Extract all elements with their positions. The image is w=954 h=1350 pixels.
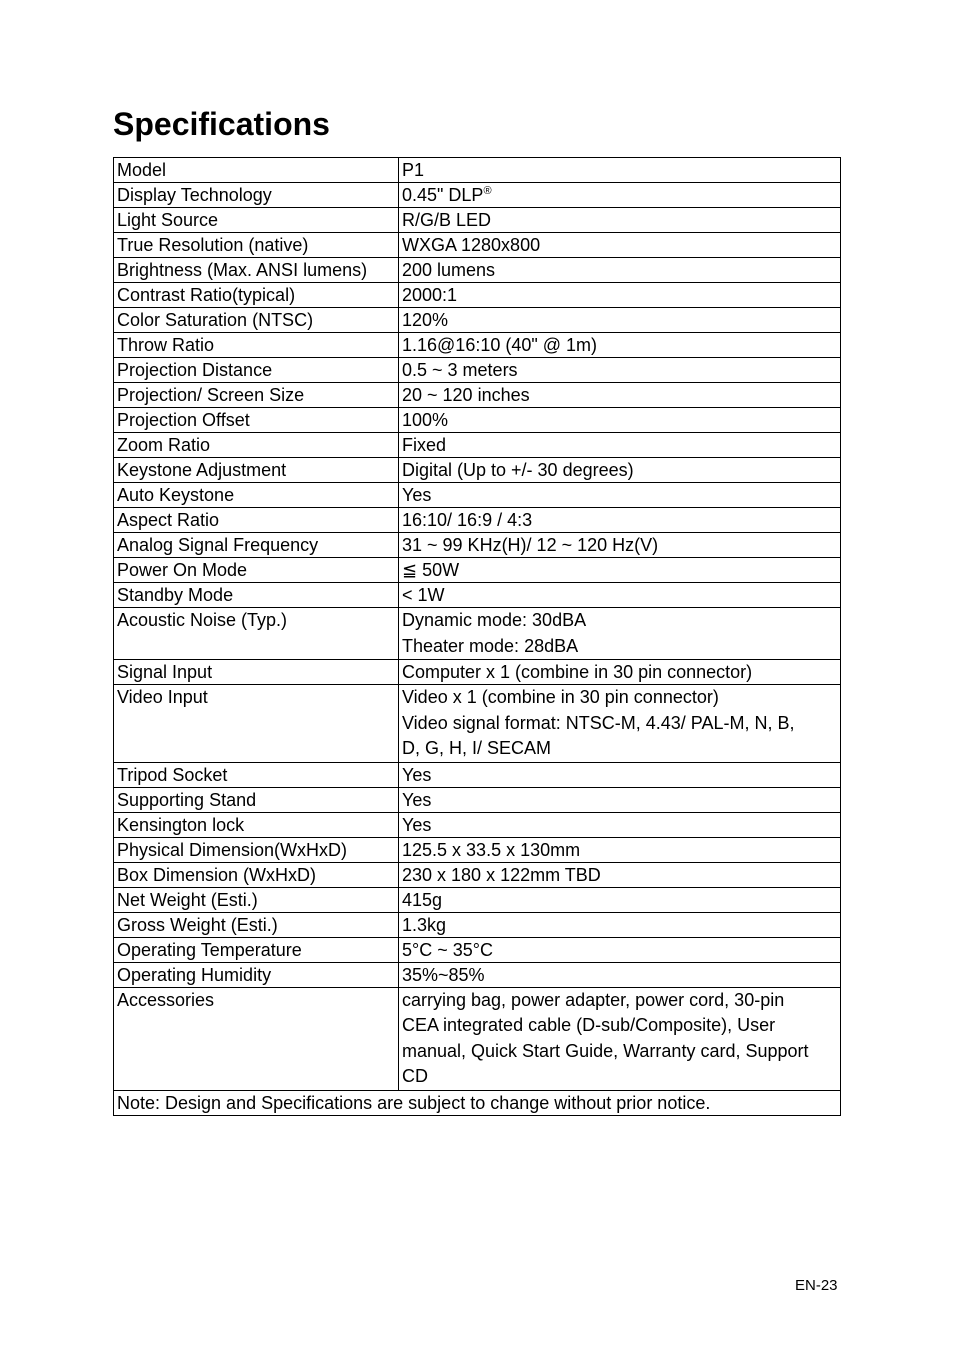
- spec-label: [114, 762, 399, 787]
- spec-row: [114, 608, 841, 660]
- spec-value-line: [402, 1013, 837, 1039]
- spec-label: [114, 608, 399, 660]
- spec-label-text: Analog Signal Frequency: [117, 535, 319, 555]
- page-number: EN-23: [795, 1277, 838, 1294]
- spec-label-text: Projection Offset: [117, 410, 250, 430]
- spec-row: [114, 787, 841, 812]
- spec-value-line: [402, 711, 837, 737]
- spec-row: [114, 660, 841, 685]
- spec-row: [114, 533, 841, 558]
- spec-value: [399, 458, 841, 483]
- spec-label-text: Auto Keystone: [117, 485, 235, 505]
- spec-label: [114, 862, 399, 887]
- spec-value: [399, 408, 841, 433]
- spec-value-text: 2000:1: [402, 285, 458, 305]
- note-row: [114, 1090, 841, 1115]
- spec-value-text: 0.45" DLP: [402, 185, 484, 205]
- spec-label: [114, 583, 399, 608]
- spec-value: [399, 258, 841, 283]
- spec-label: [114, 183, 399, 208]
- spec-value-text: Digital (Up to +/- 30 degrees): [402, 460, 634, 480]
- spec-value: [399, 812, 841, 837]
- spec-value: [399, 787, 841, 812]
- spec-value: [399, 558, 841, 583]
- spec-value-line: [402, 558, 837, 582]
- spec-value-line: [402, 736, 837, 762]
- spec-value-line: [402, 258, 837, 282]
- spec-label: [114, 837, 399, 862]
- spec-label: [114, 258, 399, 283]
- spec-value-line: [402, 458, 837, 482]
- spec-label-text: Display Technology: [117, 185, 272, 205]
- spec-value-text: Yes: [402, 789, 432, 810]
- spec-value-text: Video signal format: NTSC-M, 4.43/ PAL-M, N, B,: [402, 712, 795, 733]
- spec-row: [114, 558, 841, 583]
- spec-label-text: Color Saturation (NTSC): [117, 310, 314, 330]
- spec-value-line: [402, 583, 837, 607]
- spec-label: [114, 333, 399, 358]
- spec-value-line: [402, 308, 837, 332]
- spec-row: [114, 508, 841, 533]
- spec-value-line: [402, 483, 837, 507]
- spec-label-text: Signal Input: [117, 662, 213, 682]
- spec-label-text: Tripod Socket: [117, 764, 228, 785]
- spec-label-text: Net Weight (Esti.): [117, 889, 258, 910]
- spec-label: [114, 208, 399, 233]
- spec-label-text: Projection/ Screen Size: [117, 385, 305, 405]
- spec-value-text: 100%: [402, 410, 449, 430]
- spec-row: [114, 358, 841, 383]
- spec-value: [399, 608, 841, 660]
- spec-value: [399, 987, 841, 1090]
- spec-row: [114, 183, 841, 208]
- spec-value-text: Yes: [402, 814, 432, 835]
- spec-value: [399, 333, 841, 358]
- spec-row: [114, 962, 841, 987]
- spec-row: [114, 433, 841, 458]
- spec-value-text: Theater mode: 28dBA: [402, 635, 579, 656]
- spec-value-text: 125.5 x 33.5 x 130mm: [402, 839, 581, 860]
- spec-value: [399, 383, 841, 408]
- spec-label-text: Gross Weight (Esti.): [117, 914, 278, 935]
- spec-label-text: Contrast Ratio(typical): [117, 285, 296, 305]
- spec-value-line: [402, 788, 837, 812]
- spec-value-line: [402, 685, 837, 711]
- spec-label: [114, 383, 399, 408]
- spec-value-text: 1.16@16:10 (40" @ 1m): [402, 335, 598, 355]
- spec-value: [399, 208, 841, 233]
- spec-label-text: Keystone Adjustment: [117, 460, 287, 480]
- spec-value-line: [402, 433, 837, 457]
- spec-value-text: 16:10/ 16:9 / 4:3: [402, 510, 533, 530]
- spec-value-line: [402, 183, 837, 207]
- spec-value-line: [402, 533, 837, 557]
- spec-value-text: R/G/B LED: [402, 210, 492, 230]
- spec-label-text: Power On Mode: [117, 560, 248, 580]
- spec-value-text: carrying bag, power adapter, power cord, 30-pin: [402, 989, 785, 1010]
- spec-value-line: [402, 813, 837, 837]
- registered-trademark-mark: ®: [483, 185, 492, 197]
- spec-value-line: [402, 634, 837, 660]
- spec-value: [399, 158, 841, 183]
- spec-label: [114, 533, 399, 558]
- spec-label-text: Operating Humidity: [117, 964, 272, 985]
- spec-value-line: [402, 233, 837, 257]
- spec-value: [399, 937, 841, 962]
- spec-row: [114, 483, 841, 508]
- note-cell: Note: Design and Specifications are subject to change without prior notice.: [114, 1090, 841, 1115]
- spec-row: [114, 812, 841, 837]
- spec-row: [114, 583, 841, 608]
- spec-label-text: Kensington lock: [117, 814, 245, 835]
- spec-value-line: [402, 838, 837, 862]
- spec-label: [114, 660, 399, 685]
- spec-value: [399, 433, 841, 458]
- spec-label-text: Projection Distance: [117, 360, 273, 380]
- spec-label: [114, 987, 399, 1090]
- spec-value-text: D, G, H, I/ SECAM: [402, 738, 552, 758]
- spec-label-text: Operating Temperature: [117, 939, 302, 960]
- spec-label: [114, 158, 399, 183]
- spec-value-line: [402, 1064, 837, 1090]
- spec-value-text: 230 x 180 x 122mm TBD: [402, 864, 601, 885]
- spec-label: [114, 787, 399, 812]
- spec-value: [399, 483, 841, 508]
- spec-value-line: [402, 660, 837, 684]
- spec-label: [114, 408, 399, 433]
- spec-label-text: Acoustic Noise (Typ.): [117, 610, 288, 630]
- spec-value-text: P1: [402, 160, 425, 180]
- page-title: Specifications: [113, 106, 330, 142]
- spec-row: [114, 762, 841, 787]
- spec-value: [399, 912, 841, 937]
- spec-value-line: [402, 763, 837, 787]
- spec-value-line: [402, 913, 837, 937]
- spec-value-line: [402, 608, 837, 634]
- spec-label: [114, 558, 399, 583]
- spec-row: [114, 408, 841, 433]
- spec-row: [114, 158, 841, 183]
- spec-label-text: Standby Mode: [117, 585, 234, 605]
- spec-value-text: < 1W: [402, 585, 445, 605]
- spec-value-line: [402, 383, 837, 407]
- spec-row: [114, 937, 841, 962]
- spec-value-text: Yes: [402, 485, 432, 505]
- spec-row: [114, 987, 841, 1090]
- spec-row: [114, 208, 841, 233]
- spec-value-text: ≦ 50W: [402, 560, 460, 580]
- spec-label: [114, 483, 399, 508]
- spec-label: [114, 358, 399, 383]
- spec-row: [114, 685, 841, 763]
- spec-row: [114, 887, 841, 912]
- spec-value-line: [402, 938, 837, 962]
- spec-value-line: [402, 988, 837, 1014]
- spec-value: [399, 183, 841, 208]
- spec-label: [114, 433, 399, 458]
- spec-label: [114, 937, 399, 962]
- spec-value-text: 415g: [402, 889, 443, 910]
- spec-value: [399, 233, 841, 258]
- spec-label: [114, 508, 399, 533]
- spec-value-line: [402, 208, 837, 232]
- spec-label: [114, 458, 399, 483]
- spec-value-text: 200 lumens: [402, 260, 496, 280]
- spec-label: [114, 308, 399, 333]
- spec-row: [114, 862, 841, 887]
- spec-value-text: 1.3kg: [402, 914, 447, 935]
- spec-value-text: Yes: [402, 764, 432, 785]
- spec-label-text: Aspect Ratio: [117, 510, 220, 530]
- spec-label-text: Video Input: [117, 687, 208, 707]
- spec-value-line: [402, 888, 837, 912]
- spec-value-text: CEA integrated cable (D-sub/Composite), User: [402, 1015, 776, 1035]
- spec-label-text: Model: [117, 160, 167, 180]
- spec-row: [114, 258, 841, 283]
- spec-row: [114, 308, 841, 333]
- spec-value-text: Computer x 1 (combine in 30 pin connector): [402, 662, 753, 682]
- spec-value-line: [402, 358, 837, 382]
- spec-label-text: True Resolution (native): [117, 235, 309, 255]
- spec-value-text: Video x 1 (combine in 30 pin connector): [402, 687, 719, 707]
- spec-label: [114, 912, 399, 937]
- spec-label: [114, 233, 399, 258]
- spec-label: [114, 685, 399, 763]
- spec-label-text: Supporting Stand: [117, 789, 257, 810]
- spec-label-text: Light Source: [117, 210, 219, 230]
- spec-row: [114, 233, 841, 258]
- spec-value-line: [402, 963, 837, 987]
- spec-value-text: 5°C ~ 35°C: [402, 939, 493, 960]
- spec-value-line: [402, 508, 837, 532]
- spec-value: [399, 762, 841, 787]
- spec-row: [114, 383, 841, 408]
- spec-value-line: [402, 863, 837, 887]
- spec-label-text: Brightness (Max. ANSI lumens): [117, 260, 368, 280]
- spec-label-text: Accessories: [117, 989, 215, 1010]
- spec-row: [114, 912, 841, 937]
- spec-value: [399, 887, 841, 912]
- spec-value-text: 35%~85%: [402, 964, 485, 985]
- spec-value-line: [402, 158, 837, 182]
- spec-value: [399, 533, 841, 558]
- spec-label-text: Physical Dimension(WxHxD): [117, 839, 348, 860]
- spec-value: [399, 508, 841, 533]
- spec-value: [399, 862, 841, 887]
- spec-value-text: CD: [402, 1066, 428, 1086]
- specifications-table-body: [114, 158, 841, 1091]
- spec-row: [114, 458, 841, 483]
- spec-value: [399, 358, 841, 383]
- spec-value: [399, 962, 841, 987]
- spec-value-text: manual, Quick Start Guide, Warranty card, Support: [402, 1040, 809, 1061]
- spec-value-text: 20 ~ 120 inches: [402, 385, 530, 405]
- spec-value: [399, 837, 841, 862]
- spec-value: [399, 660, 841, 685]
- spec-value-text: Fixed: [402, 435, 447, 455]
- spec-label-text: Zoom Ratio: [117, 435, 211, 455]
- spec-row: [114, 283, 841, 308]
- spec-value-text: 0.5 ~ 3 meters: [402, 360, 518, 380]
- spec-label: [114, 812, 399, 837]
- spec-value-line: [402, 283, 837, 307]
- spec-value: [399, 283, 841, 308]
- spec-value-line: [402, 408, 837, 432]
- spec-label-text: Throw Ratio: [117, 335, 215, 355]
- spec-value-text: Dynamic mode: 30dBA: [402, 610, 587, 630]
- spec-value: [399, 583, 841, 608]
- spec-label: [114, 283, 399, 308]
- spec-label-text: Box Dimension (WxHxD): [117, 864, 317, 885]
- spec-row: [114, 333, 841, 358]
- spec-label: [114, 887, 399, 912]
- spec-row: [114, 837, 841, 862]
- spec-value-text: 31 ~ 99 KHz(H)/ 12 ~ 120 Hz(V): [402, 535, 659, 555]
- spec-value-line: [402, 1039, 837, 1065]
- spec-value-line: [402, 333, 837, 357]
- spec-value: [399, 685, 841, 763]
- spec-value-text: WXGA 1280x800: [402, 235, 541, 255]
- spec-value-text: 120%: [402, 310, 449, 330]
- spec-label: [114, 962, 399, 987]
- specifications-table: [113, 157, 841, 1116]
- spec-value: [399, 308, 841, 333]
